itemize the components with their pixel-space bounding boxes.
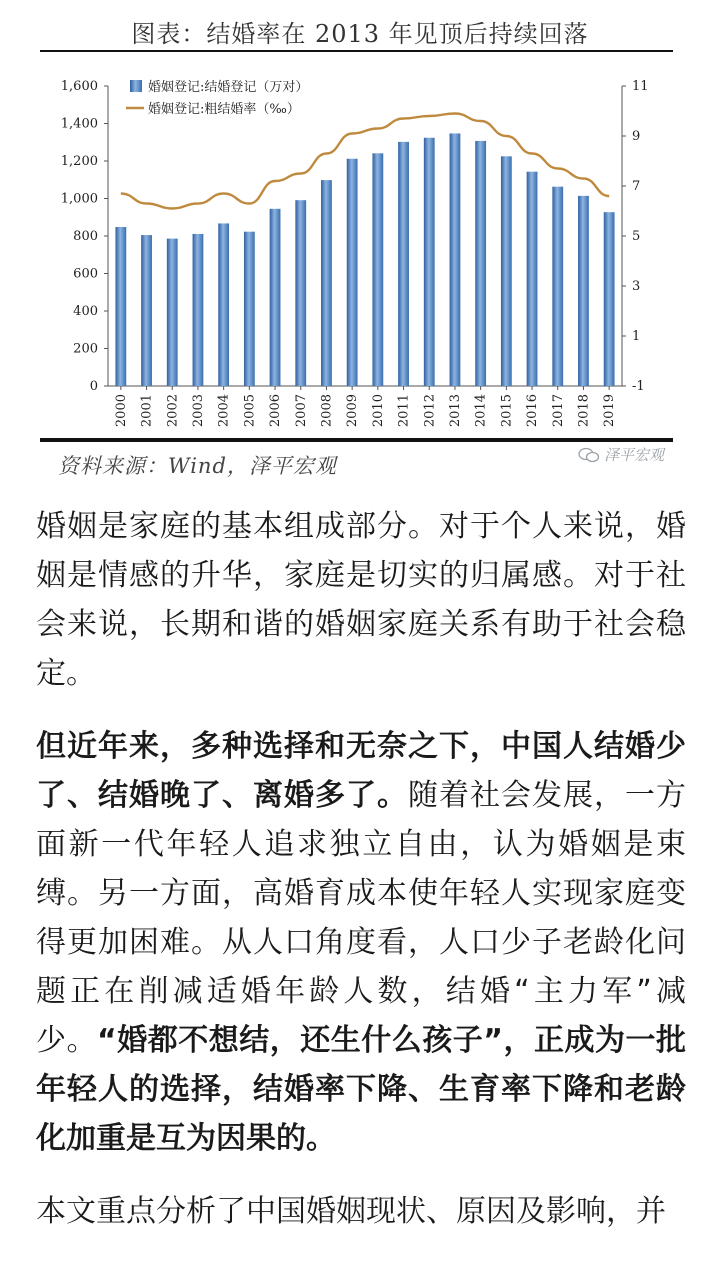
x-tick-label: 2004: [216, 394, 232, 428]
left-tick-label: 1,600: [60, 79, 98, 94]
figure-top-rule: [40, 50, 673, 52]
left-tick-label: 800: [73, 229, 98, 244]
x-tick-label: 2017: [550, 394, 566, 428]
bar: [527, 172, 538, 386]
bar: [372, 153, 383, 386]
legend-line-label: 婚姻登记:粗结婚率（‰）: [148, 102, 300, 117]
figure-source: 资料来源：Wind，泽平宏观: [58, 454, 337, 478]
article-paragraph-1: 婚姻是家庭的基本组成部分。对于个人来说，婚姻是情感的升华，家庭是切实的归属感。对于社会来说，长期和谐的婚姻家庭关系有助于社会稳定。: [36, 509, 686, 691]
bar: [270, 209, 281, 386]
x-tick-label: 2000: [113, 394, 129, 428]
x-tick-label: 2010: [370, 394, 386, 428]
x-tick-label: 2016: [525, 394, 541, 428]
bar: [244, 232, 255, 386]
bar: [321, 180, 332, 386]
bar: [167, 239, 178, 386]
bar: [450, 133, 461, 386]
left-tick-label: 200: [73, 341, 98, 357]
right-tick-label: 11: [632, 79, 649, 94]
x-tick-label: 2003: [190, 394, 206, 428]
x-tick-label: 2014: [473, 394, 489, 428]
article-text: 随着社会发展，一方面新一代年轻人追求独立自由，认为婚姻是束缚。另一方面，高婚育成本使年轻人实现家庭变得更加困难。从人口角度看，人口少子老龄化问题正在削减适婚年龄人数，结婚“主力军”减少。: [36, 778, 686, 1058]
bar: [398, 142, 409, 386]
bar: [475, 141, 486, 386]
x-tick-label: 2012: [422, 394, 438, 428]
article-paragraph-3: 本文重点分析了中国婚姻现状、原因及影响，并: [36, 1194, 666, 1229]
article-body: [36, 502, 686, 1260]
article-bold-lead: 但近年来，多种选择和无奈之下，中国人结婚少了、结婚晚了、离婚多了。: [36, 729, 686, 813]
watermark-text: 泽平宏观: [604, 446, 665, 464]
x-tick-label: 2015: [499, 394, 515, 428]
legend-bar-swatch: [130, 80, 142, 92]
right-tick-label: 5: [632, 229, 641, 244]
bar: [552, 187, 563, 386]
bar: [295, 200, 306, 386]
wechat-icon: [578, 447, 600, 463]
marriage-chart: [0, 56, 720, 436]
figure-title: 图表：结婚率在 2013 年见顶后持续回落: [131, 20, 589, 48]
x-tick-label: 2002: [165, 394, 181, 428]
x-tick-label: 2011: [396, 394, 412, 428]
x-tick-label: 2001: [139, 394, 155, 428]
right-tick-label: 1: [632, 329, 641, 344]
article-bold-tail: “婚都不想结，还生什么孩子”，正成为一批年轻人的选择，结婚率下降、生育率下降和老龄化加重是互为因果的。: [36, 1023, 687, 1156]
right-tick-label: 7: [632, 179, 641, 194]
right-tick-label: 3: [632, 279, 641, 294]
legend-bar-label: 婚姻登记:结婚登记（万对）: [148, 80, 309, 95]
x-tick-label: 2006: [268, 394, 284, 428]
bar: [604, 212, 615, 386]
figure-bottom-rule: [40, 438, 673, 442]
bar: [218, 223, 229, 386]
watermark: [578, 444, 664, 465]
bar: [141, 235, 152, 386]
left-tick-label: 0: [89, 379, 98, 394]
left-tick-label: 1,200: [60, 154, 98, 169]
article-paragraph-2: [36, 722, 686, 1163]
bar: [578, 196, 589, 386]
x-tick-label: 2008: [319, 394, 335, 428]
bar: [347, 159, 358, 386]
right-tick-label: 9: [632, 129, 641, 144]
x-tick-label: 2013: [447, 394, 463, 428]
left-tick-label: 400: [73, 304, 98, 319]
x-tick-label: 2018: [576, 394, 592, 428]
x-tick-label: 2019: [602, 394, 618, 428]
left-tick-label: 1,400: [60, 116, 98, 132]
bar: [115, 227, 126, 386]
bar: [193, 234, 204, 386]
x-tick-label: 2005: [242, 394, 258, 428]
bar: [501, 156, 512, 386]
right-tick-label: -1: [632, 379, 645, 394]
left-tick-label: 1,000: [60, 191, 98, 207]
bar: [424, 138, 435, 386]
x-tick-label: 2009: [345, 394, 361, 428]
x-tick-label: 2007: [293, 394, 309, 428]
left-tick-label: 600: [73, 266, 98, 282]
